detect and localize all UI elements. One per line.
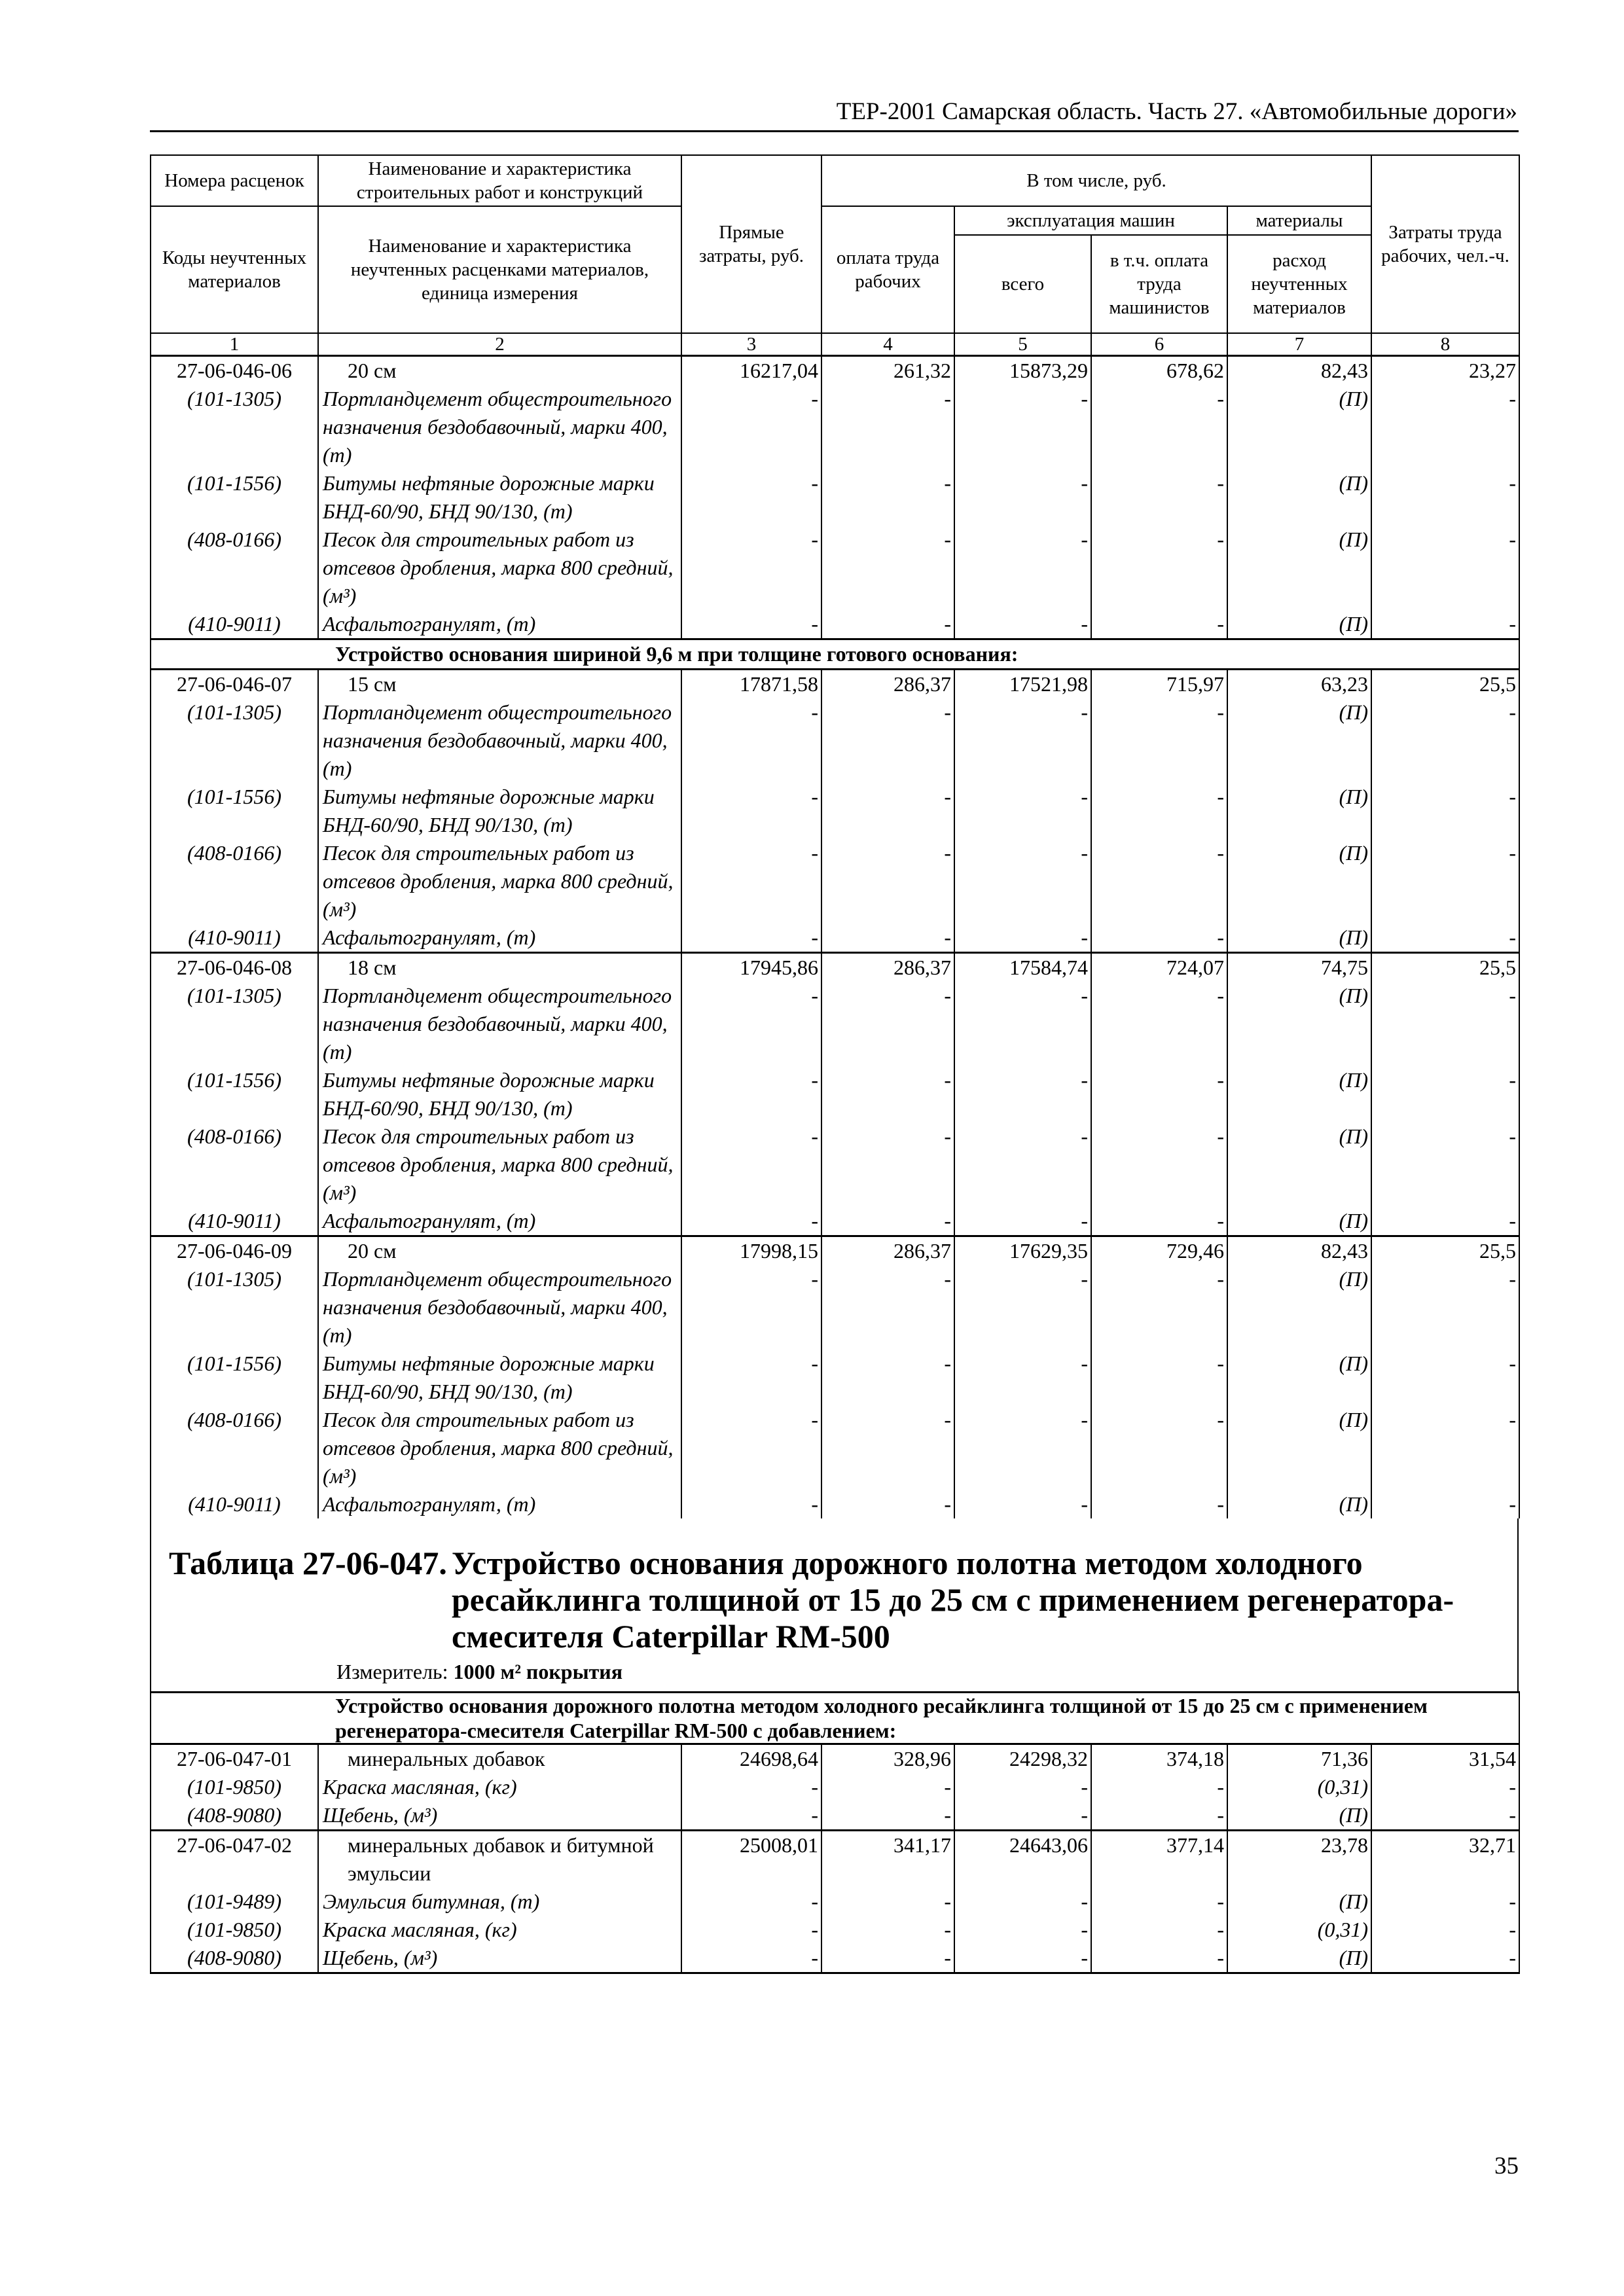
material-cost: 82,43 <box>1227 1236 1371 1266</box>
material-usage: (П) <box>1227 526 1371 610</box>
material-cost: 63,23 <box>1227 670 1371 699</box>
dash: - <box>954 1066 1091 1122</box>
dash: - <box>821 1944 954 1973</box>
col1-header-bottom: Коды неучтенных материалов <box>151 206 318 333</box>
dash: - <box>1091 1801 1227 1831</box>
material-code: (101-1556) <box>151 469 318 526</box>
labor-cost: 286,37 <box>821 953 954 982</box>
dash: - <box>1371 469 1519 526</box>
material-name: Портландцемент общестроительного назначения бездобавочный, марки 400, (т) <box>318 1265 681 1350</box>
rate-group-046-08 <box>151 953 1519 1236</box>
dash: - <box>1091 924 1227 953</box>
material-name: Битумы нефтяные дорожные марки БНД-60/90, БНД 90/130, (т) <box>318 1350 681 1406</box>
dash: - <box>821 982 954 1066</box>
material-name: Асфальтогранулят, (т) <box>318 1490 681 1518</box>
material-code: (410-9011) <box>151 1207 318 1236</box>
direct-cost: 17998,15 <box>681 1236 821 1266</box>
dash: - <box>1371 1773 1519 1801</box>
machinist-cost: 377,14 <box>1091 1831 1227 1888</box>
dash: - <box>954 698 1091 783</box>
machines-header: эксплуатация машин <box>954 206 1227 235</box>
dash: - <box>1091 1916 1227 1944</box>
rates-table-046 <box>150 154 1520 1518</box>
rate-code: 27-06-046-06 <box>151 356 318 386</box>
dash: - <box>821 1350 954 1406</box>
col-number: 7 <box>1227 333 1371 356</box>
dash: - <box>1091 1066 1227 1122</box>
material-row <box>151 1350 1519 1406</box>
material-usage: (П) <box>1227 1490 1371 1518</box>
dash: - <box>821 1916 954 1944</box>
direct-cost: 24698,64 <box>681 1744 821 1774</box>
dash: - <box>681 1490 821 1518</box>
dash: - <box>821 1066 954 1122</box>
material-code: (101-1305) <box>151 982 318 1066</box>
material-code: (410-9011) <box>151 610 318 639</box>
material-usage: (П) <box>1227 1406 1371 1490</box>
incl-header: В том числе, руб. <box>821 155 1371 206</box>
material-code: (101-9850) <box>151 1916 318 1944</box>
machinist-cost: 729,46 <box>1091 1236 1227 1266</box>
rates-table-047 <box>150 1691 1520 1974</box>
material-usage: (П) <box>1227 1265 1371 1350</box>
machinist-cost: 724,07 <box>1091 953 1227 982</box>
machine-cost: 24643,06 <box>954 1831 1091 1888</box>
labor-cost: 328,96 <box>821 1744 954 1774</box>
material-code: (408-0166) <box>151 1122 318 1207</box>
rate-row <box>151 1236 1519 1266</box>
dash: - <box>821 1406 954 1490</box>
material-row <box>151 924 1519 953</box>
dash: - <box>1371 698 1519 783</box>
dash: - <box>821 1122 954 1207</box>
machine-cost: 17521,98 <box>954 670 1091 699</box>
dash: - <box>954 1265 1091 1350</box>
material-name: Битумы нефтяные дорожные марки БНД-60/90, БНД 90/130, (т) <box>318 783 681 839</box>
material-usage: (П) <box>1227 1944 1371 1973</box>
dash: - <box>1091 1944 1227 1973</box>
material-row <box>151 1066 1519 1122</box>
direct-cost: 17945,86 <box>681 953 821 982</box>
dash: - <box>681 698 821 783</box>
material-row <box>151 698 1519 783</box>
dash: - <box>954 1207 1091 1236</box>
table-047-title-text: Устройство основания дорожного полотна методом холодного ресайклинга толщиной от 15 до 25 см с применением регенератора-смесителя Caterpillar RM-500 <box>452 1545 1454 1655</box>
column-numbers <box>151 333 1519 356</box>
table-047-number: Таблица 27-06-047. <box>169 1545 447 1581</box>
material-cost: 71,36 <box>1227 1744 1371 1774</box>
material-name: Краска масляная, (кг) <box>318 1773 681 1801</box>
rate-row <box>151 356 1519 386</box>
col5-header: всего <box>954 235 1091 333</box>
section-title: Устройство основания дорожного полотна методом холодного ресайклинга толщиной от 15 до 25 см с применением регенератора-смесителя Caterpillar RM-500 с добавлением: <box>318 1693 1519 1744</box>
dash: - <box>821 1207 954 1236</box>
dash: - <box>1091 1122 1227 1207</box>
material-code: (408-0166) <box>151 839 318 924</box>
dash: - <box>821 783 954 839</box>
dash: - <box>954 385 1091 469</box>
labor-cost: 261,32 <box>821 356 954 386</box>
dash: - <box>821 1773 954 1801</box>
material-usage: (П) <box>1227 385 1371 469</box>
dash: - <box>1371 526 1519 610</box>
material-usage: (П) <box>1227 610 1371 639</box>
dash: - <box>821 698 954 783</box>
dash: - <box>1371 1207 1519 1236</box>
dash: - <box>1371 982 1519 1066</box>
material-row <box>151 1122 1519 1207</box>
dash: - <box>1091 1207 1227 1236</box>
dash: - <box>954 1406 1091 1490</box>
material-row <box>151 469 1519 526</box>
material-name: Песок для строительных работ из отсевов дробления, марка 800 средний, (м³) <box>318 1122 681 1207</box>
labor-cost: 286,37 <box>821 1236 954 1266</box>
material-row <box>151 839 1519 924</box>
col-number: 6 <box>1091 333 1227 356</box>
dash: - <box>1091 1406 1227 1490</box>
material-name: Эмульсия битумная, (т) <box>318 1888 681 1916</box>
dash: - <box>954 526 1091 610</box>
material-name: Асфальтогранулят, (т) <box>318 610 681 639</box>
dash: - <box>681 924 821 953</box>
material-usage: (0,31) <box>1227 1773 1371 1801</box>
material-code: (101-9489) <box>151 1888 318 1916</box>
dash: - <box>1371 839 1519 924</box>
material-usage: (П) <box>1227 1207 1371 1236</box>
dash: - <box>1091 1490 1227 1518</box>
page-header: ТЕР-2001 Самарская область. Часть 27. «Автомобильные дороги» <box>836 98 1517 125</box>
dash: - <box>821 1801 954 1831</box>
dash: - <box>1091 1350 1227 1406</box>
col-number: 8 <box>1371 333 1519 356</box>
rate-code: 27-06-046-07 <box>151 670 318 699</box>
dash: - <box>1371 1944 1519 1973</box>
material-row <box>151 1888 1519 1916</box>
dash: - <box>1371 1888 1519 1916</box>
dash: - <box>681 1122 821 1207</box>
dash: - <box>821 1888 954 1916</box>
material-usage: (П) <box>1227 924 1371 953</box>
dash: - <box>954 610 1091 639</box>
dash: - <box>1371 1406 1519 1490</box>
material-row <box>151 1944 1519 1973</box>
dash: - <box>681 1916 821 1944</box>
col-number: 4 <box>821 333 954 356</box>
dash: - <box>681 839 821 924</box>
rate-code: 27-06-047-01 <box>151 1744 318 1774</box>
material-name: Асфальтогранулят, (т) <box>318 924 681 953</box>
dash: - <box>954 1122 1091 1207</box>
col2-header-top: Наименование и характеристика строительных работ и конструкций <box>318 155 681 206</box>
material-row <box>151 610 1519 639</box>
dash: - <box>954 1944 1091 1973</box>
rate-code: 27-06-046-08 <box>151 953 318 982</box>
measure-line <box>336 1660 623 1684</box>
material-name: Асфальтогранулят, (т) <box>318 1207 681 1236</box>
rate-name: минеральных добавок и битумной эмульсии <box>318 1831 681 1888</box>
material-usage: (0,31) <box>1227 1916 1371 1944</box>
section-title: Устройство основания шириной 9,6 м при толщине готового основания: <box>318 639 1519 670</box>
dash: - <box>1371 1916 1519 1944</box>
material-code: (101-1556) <box>151 1350 318 1406</box>
labor-cost: 286,37 <box>821 670 954 699</box>
col3-header: Прямые затраты, руб. <box>681 155 821 333</box>
material-cost: 74,75 <box>1227 953 1371 982</box>
material-name: Щебень, (м³) <box>318 1944 681 1973</box>
col2-header-bottom: Наименование и характеристика неучтенных расценками материалов, единица измерения <box>318 206 681 333</box>
dash: - <box>821 385 954 469</box>
header-rule <box>150 130 1519 132</box>
dash: - <box>681 1773 821 1801</box>
material-usage: (П) <box>1227 1801 1371 1831</box>
material-code: (408-9080) <box>151 1944 318 1973</box>
dash: - <box>1371 1122 1519 1207</box>
dash: - <box>821 924 954 953</box>
material-row <box>151 1801 1519 1831</box>
dash: - <box>954 1773 1091 1801</box>
dash: - <box>1091 385 1227 469</box>
measure-label: Измеритель: <box>336 1660 448 1683</box>
rate-name: 20 см <box>318 1236 681 1266</box>
rate-name: 15 см <box>318 670 681 699</box>
material-code: (101-1305) <box>151 698 318 783</box>
dash: - <box>954 1490 1091 1518</box>
dash: - <box>1371 1350 1519 1406</box>
dash: - <box>681 1406 821 1490</box>
dash: - <box>681 1207 821 1236</box>
material-usage: (П) <box>1227 783 1371 839</box>
labor-hours: 23,27 <box>1371 356 1519 386</box>
col8-header: Затраты труда рабочих, чел.-ч. <box>1371 155 1519 333</box>
rate-name: минеральных добавок <box>318 1744 681 1774</box>
material-usage: (П) <box>1227 982 1371 1066</box>
labor-hours: 25,5 <box>1371 670 1519 699</box>
rate-row <box>151 670 1519 699</box>
dash: - <box>821 610 954 639</box>
material-usage: (П) <box>1227 469 1371 526</box>
rate-group-046-09 <box>151 1236 1519 1519</box>
section-heading-047 <box>151 1693 1519 1744</box>
material-usage: (П) <box>1227 839 1371 924</box>
dash: - <box>681 783 821 839</box>
material-code: (410-9011) <box>151 1490 318 1518</box>
material-row <box>151 1773 1519 1801</box>
dash: - <box>1371 610 1519 639</box>
section-spacer <box>151 1693 318 1744</box>
dash: - <box>821 1490 954 1518</box>
machine-cost: 15873,29 <box>954 356 1091 386</box>
material-usage: (П) <box>1227 1350 1371 1406</box>
material-code: (408-0166) <box>151 1406 318 1490</box>
material-cost: 82,43 <box>1227 356 1371 386</box>
labor-hours: 31,54 <box>1371 1744 1519 1774</box>
dash: - <box>681 526 821 610</box>
machinist-cost: 678,62 <box>1091 356 1227 386</box>
dash: - <box>1371 924 1519 953</box>
material-name: Краска масляная, (кг) <box>318 1916 681 1944</box>
col-number: 2 <box>318 333 681 356</box>
direct-cost: 25008,01 <box>681 1831 821 1888</box>
rate-code: 27-06-047-02 <box>151 1831 318 1888</box>
dash: - <box>1091 1265 1227 1350</box>
dash: - <box>954 783 1091 839</box>
dash: - <box>1091 1773 1227 1801</box>
col-number: 3 <box>681 333 821 356</box>
dash: - <box>681 610 821 639</box>
material-row <box>151 1265 1519 1350</box>
labor-cost: 341,17 <box>821 1831 954 1888</box>
col6-header: в т.ч. оплата труда машинистов <box>1091 235 1227 333</box>
dash: - <box>954 924 1091 953</box>
dash: - <box>1091 469 1227 526</box>
material-code: (101-1556) <box>151 783 318 839</box>
dash: - <box>681 1066 821 1122</box>
rate-group-046-07 <box>151 670 1519 953</box>
rate-row <box>151 953 1519 982</box>
dash: - <box>954 1916 1091 1944</box>
dash: - <box>821 526 954 610</box>
col-number: 5 <box>954 333 1091 356</box>
material-name: Песок для строительных работ из отсевов дробления, марка 800 средний, (м³) <box>318 1406 681 1490</box>
material-row <box>151 783 1519 839</box>
material-usage: (П) <box>1227 1888 1371 1916</box>
col-number: 1 <box>151 333 318 356</box>
dash: - <box>1371 385 1519 469</box>
material-code: (101-1305) <box>151 1265 318 1350</box>
machinist-cost: 374,18 <box>1091 1744 1227 1774</box>
dash: - <box>1371 1265 1519 1350</box>
dash: - <box>954 839 1091 924</box>
dash: - <box>1091 610 1227 639</box>
rate-row <box>151 1744 1519 1774</box>
material-code: (410-9011) <box>151 924 318 953</box>
labor-hours: 25,5 <box>1371 953 1519 982</box>
material-code: (408-9080) <box>151 1801 318 1831</box>
dash: - <box>681 1944 821 1973</box>
dash: - <box>1091 839 1227 924</box>
section-heading-046 <box>151 639 1519 670</box>
machine-cost: 24298,32 <box>954 1744 1091 1774</box>
machine-cost: 17584,74 <box>954 953 1091 982</box>
measure-value: 1000 м² покрытия <box>453 1660 623 1683</box>
dash: - <box>954 1888 1091 1916</box>
rate-code: 27-06-046-09 <box>151 1236 318 1266</box>
dash: - <box>954 1350 1091 1406</box>
col7-header: расход неучтенных материалов <box>1227 235 1371 333</box>
material-row <box>151 1406 1519 1490</box>
dash: - <box>681 1888 821 1916</box>
material-cost: 23,78 <box>1227 1831 1371 1888</box>
machinist-cost: 715,97 <box>1091 670 1227 699</box>
dash: - <box>821 839 954 924</box>
material-name: Щебень, (м³) <box>318 1801 681 1831</box>
rate-row <box>151 1831 1519 1888</box>
dash: - <box>681 1265 821 1350</box>
col4-header: оплата труда рабочих <box>821 206 954 333</box>
material-row <box>151 982 1519 1066</box>
dash: - <box>1091 783 1227 839</box>
dash: - <box>954 469 1091 526</box>
dash: - <box>821 469 954 526</box>
dash: - <box>1091 698 1227 783</box>
section-spacer <box>151 639 318 670</box>
material-code: (408-0166) <box>151 526 318 610</box>
dash: - <box>681 385 821 469</box>
dash: - <box>1371 1066 1519 1122</box>
material-code: (101-1305) <box>151 385 318 469</box>
direct-cost: 17871,58 <box>681 670 821 699</box>
dash: - <box>1091 982 1227 1066</box>
rate-group-047-01 <box>151 1744 1519 1831</box>
material-row <box>151 1916 1519 1944</box>
rate-group-046-06 <box>151 356 1519 639</box>
materials-header: материалы <box>1227 206 1371 235</box>
material-code: (101-1556) <box>151 1066 318 1122</box>
material-usage: (П) <box>1227 698 1371 783</box>
material-row <box>151 385 1519 469</box>
material-name: Песок для строительных работ из отсевов дробления, марка 800 средний, (м³) <box>318 839 681 924</box>
page-number: 35 <box>1494 2153 1519 2179</box>
rate-group-047-02 <box>151 1831 1519 1973</box>
dash: - <box>681 469 821 526</box>
material-name: Песок для строительных работ из отсевов дробления, марка 800 средний, (м³) <box>318 526 681 610</box>
material-row <box>151 1207 1519 1236</box>
dash: - <box>1091 526 1227 610</box>
material-code: (101-9850) <box>151 1773 318 1801</box>
material-name: Портландцемент общестроительного назначения бездобавочный, марки 400, (т) <box>318 982 681 1066</box>
dash: - <box>821 1265 954 1350</box>
dash: - <box>954 982 1091 1066</box>
labor-hours: 25,5 <box>1371 1236 1519 1266</box>
material-usage: (П) <box>1227 1066 1371 1122</box>
machine-cost: 17629,35 <box>954 1236 1091 1266</box>
rate-name: 20 см <box>318 356 681 386</box>
dash: - <box>1371 1490 1519 1518</box>
table-header <box>151 155 1519 333</box>
dash: - <box>681 1350 821 1406</box>
material-name: Битумы нефтяные дорожные марки БНД-60/90, БНД 90/130, (т) <box>318 469 681 526</box>
labor-hours: 32,71 <box>1371 1831 1519 1888</box>
dash: - <box>1371 1801 1519 1831</box>
dash: - <box>681 1801 821 1831</box>
material-row <box>151 1490 1519 1518</box>
dash: - <box>1371 783 1519 839</box>
material-name: Портландцемент общестроительного назначения бездобавочный, марки 400, (т) <box>318 385 681 469</box>
material-name: Битумы нефтяные дорожные марки БНД-60/90, БНД 90/130, (т) <box>318 1066 681 1122</box>
col1-header-top: Номера расценок <box>151 155 318 206</box>
direct-cost: 16217,04 <box>681 356 821 386</box>
dash: - <box>954 1801 1091 1831</box>
rate-name: 18 см <box>318 953 681 982</box>
material-row <box>151 526 1519 610</box>
dash: - <box>681 982 821 1066</box>
material-name: Портландцемент общестроительного назначения бездобавочный, марки 400, (т) <box>318 698 681 783</box>
dash: - <box>1091 1888 1227 1916</box>
material-usage: (П) <box>1227 1122 1371 1207</box>
